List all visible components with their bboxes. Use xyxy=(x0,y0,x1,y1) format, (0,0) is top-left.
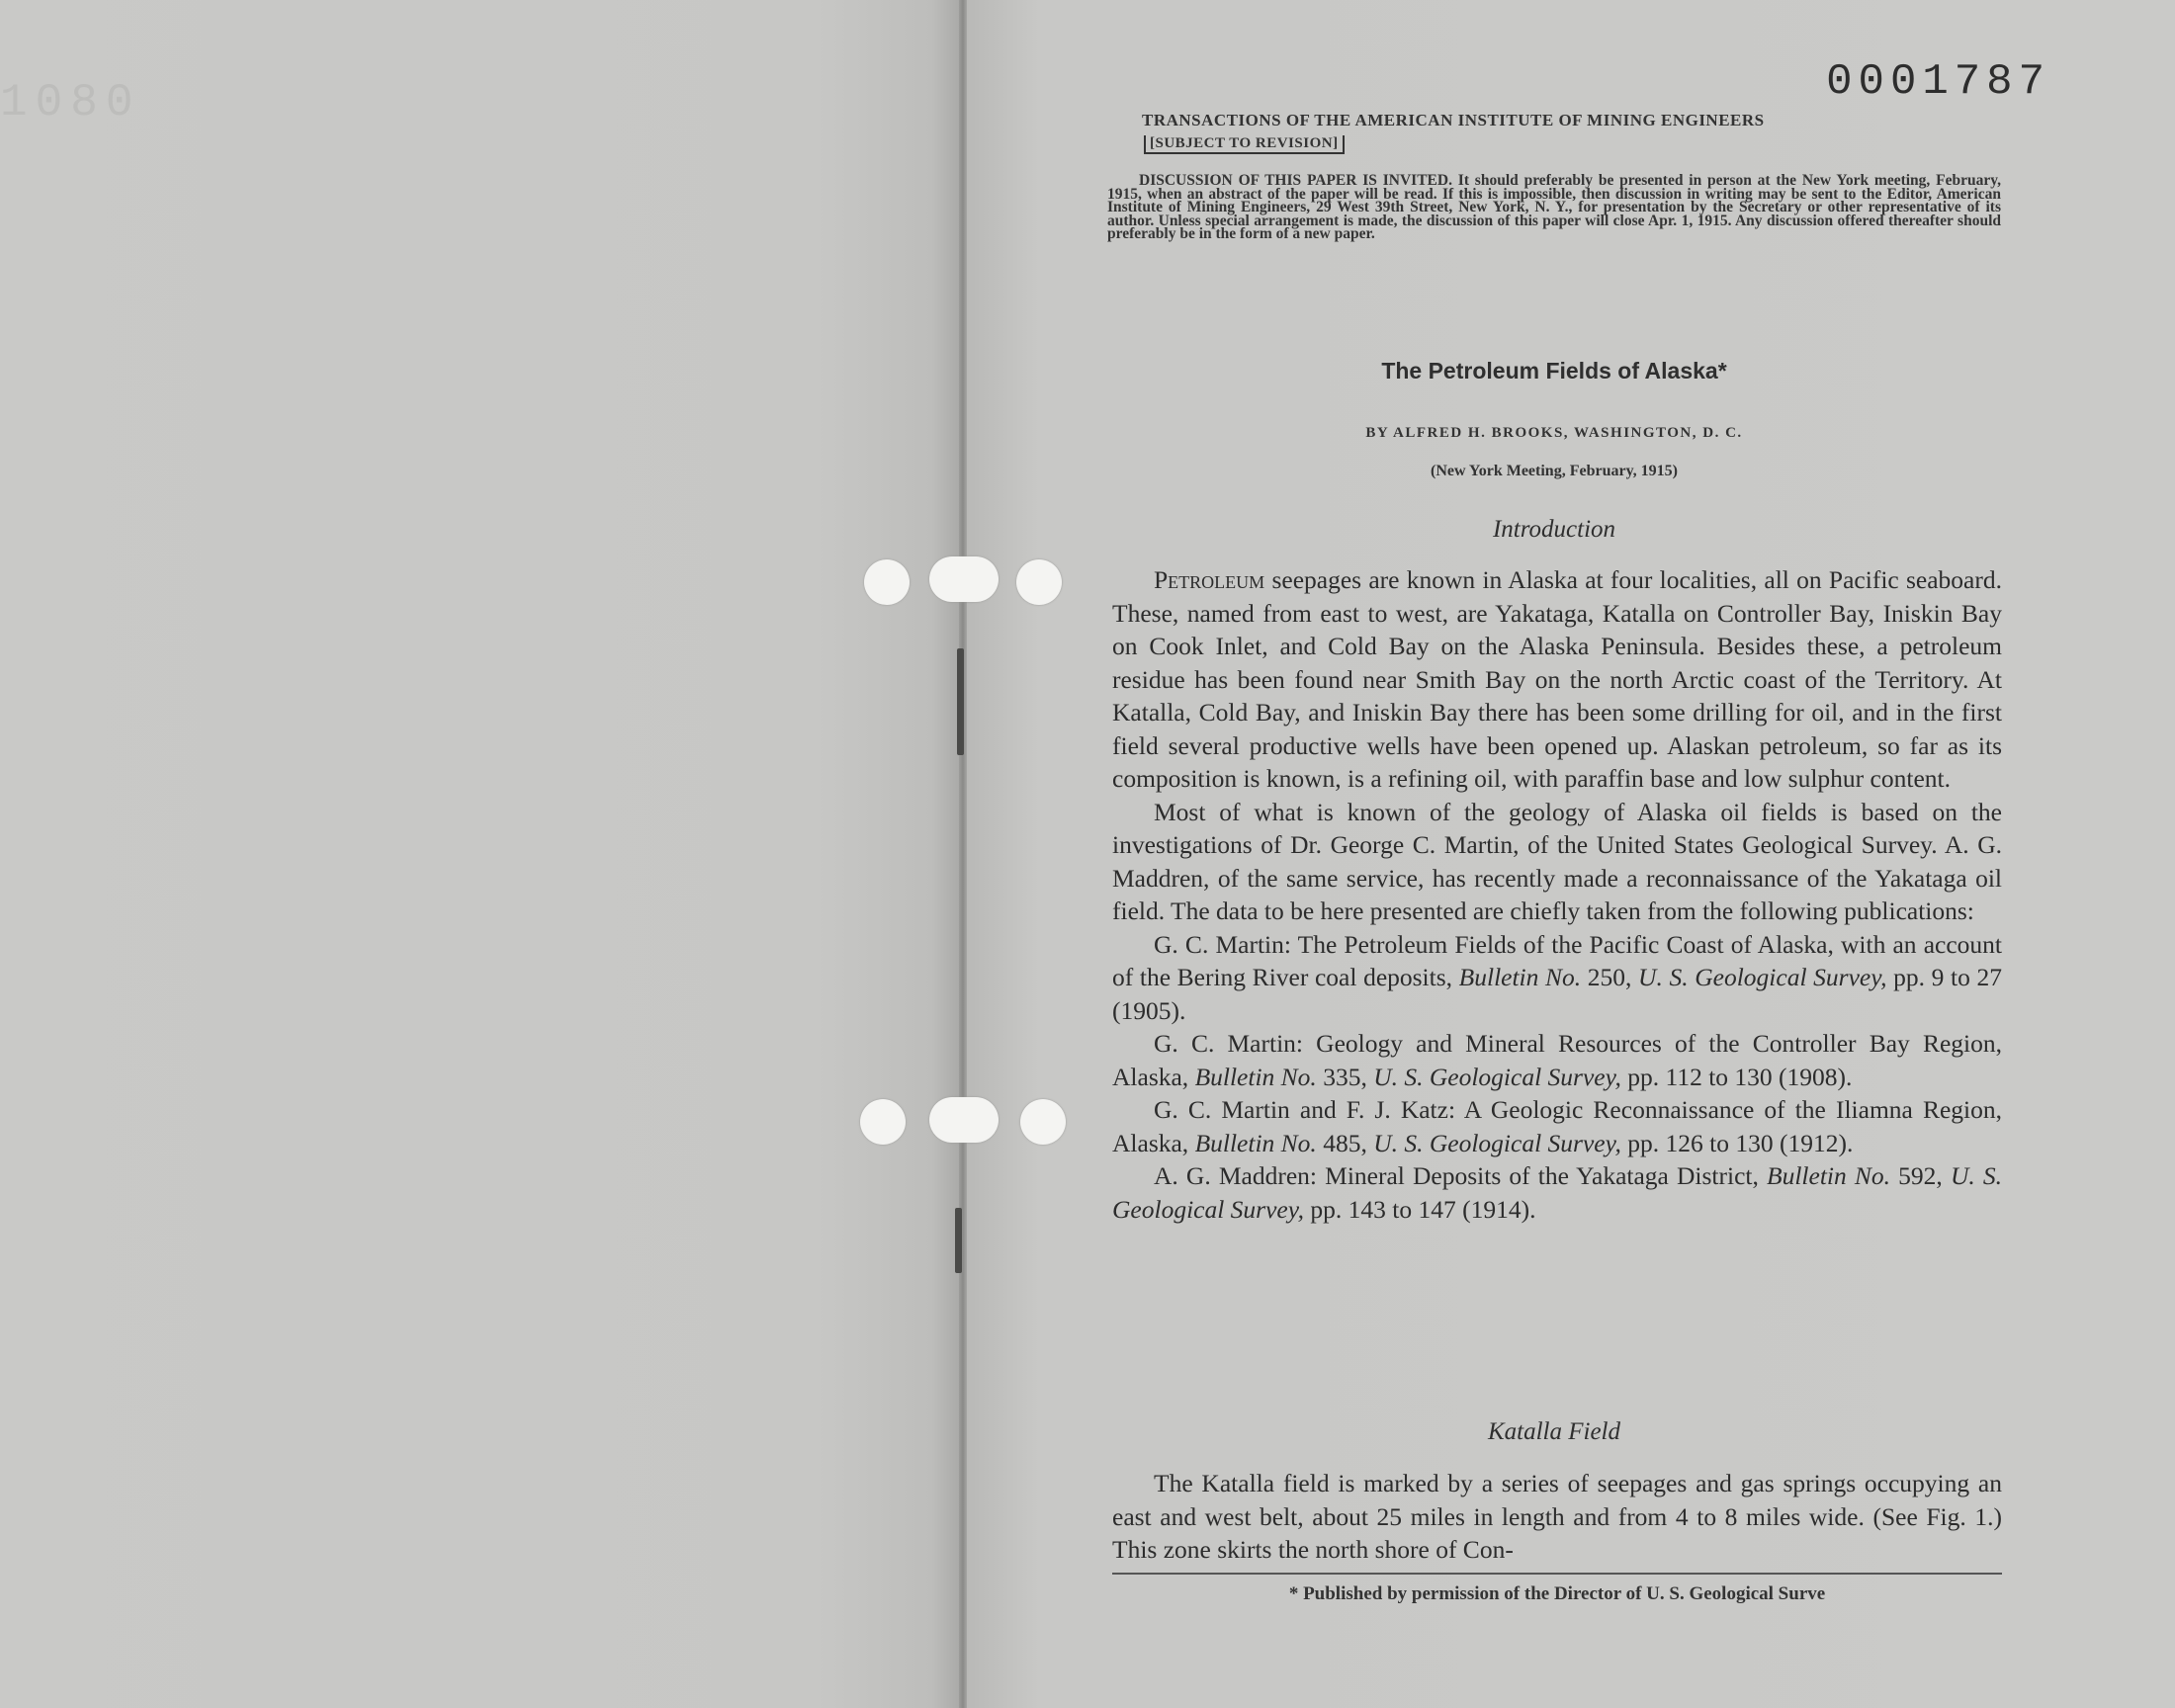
punch-hole xyxy=(860,1099,906,1145)
reference-item xyxy=(1112,1093,2002,1159)
punch-hole xyxy=(864,559,910,605)
introduction-body xyxy=(1112,563,2002,1226)
reference-text: G. C. Martin: Geology and Mineral Resources of the Controller Bay Region, Alaska, xyxy=(1112,1029,2002,1091)
reference-survey: U. S. Geological Survey, xyxy=(1373,1062,1621,1091)
discussion-notice xyxy=(1107,174,2001,241)
reference-bulletin: Bulletin No. xyxy=(1194,1128,1317,1157)
reference-pages: pp. 143 to 147 (1914). xyxy=(1304,1194,1536,1224)
reference-survey: U. S. Geological Survey, xyxy=(1638,963,1887,991)
reference-number: 335, xyxy=(1316,1062,1374,1091)
staple xyxy=(957,648,964,755)
journal-header: TRANSACTIONS OF THE AMERICAN INSTITUTE OF MINING ENGINEERS xyxy=(1142,111,1765,129)
reference-number: 592, xyxy=(1890,1161,1951,1190)
revision-note: [SUBJECT TO REVISION] xyxy=(1144,135,1345,154)
footnote: * Published by permission of the Director of U. S. Geological Surve xyxy=(1288,1583,1826,1604)
meeting-note: (New York Meeting, February, 1915) xyxy=(1430,463,1679,479)
reference-pages: pp. 9 to 27 (1905). xyxy=(1112,963,2002,1025)
discussion-text: It should preferably be presented in person at the New York meeting, February, 1915, when an abstract of the paper will be read. If this is impossible, then discussion in writing may be sent to the Editor, American Institute of Mining Engineers, 29 West 39th Street, New York, N. Y., for presentation by the Secretary or other representative of its author. Unless special arrangement is made, the discussion of this paper will close Apr. 1, 1915. Any discussion offered thereafter should preferably be in the form of a new paper. xyxy=(1107,172,2001,242)
reference-number: 250, xyxy=(1581,963,1639,991)
article-byline: BY ALFRED H. BROOKS, WASHINGTON, D. C. xyxy=(1365,425,1743,441)
discussion-lead: DISCUSSION OF THIS PAPER IS INVITED. xyxy=(1139,172,1452,189)
paragraph-text: seepages are known in Alaska at four localities, all on Pacific seaboard. These, named from east to west, are Yakataga, Katalla on Controller Bay, Iniskin Bay on Cook Inlet, and Cold Bay on the Alaska Peninsula. Besides these, a petroleum residue has been found near Smith Bay on the north Arctic coast of the Territory. At Katalla, Cold Bay, and Iniskin Bay there has been some drilling for oil, and in the first field several productive wells have been opened up. Alaskan petroleum, so far as its composition is known, is a refining oil, with paraffin base and low sulphur content. xyxy=(1112,565,2002,793)
staple xyxy=(955,1208,962,1273)
paragraph xyxy=(1112,563,2002,796)
katalla-body xyxy=(1112,1467,2002,1567)
punch-hole xyxy=(929,556,999,602)
reference-pages: pp. 112 to 130 (1908). xyxy=(1620,1062,1853,1091)
reference-bulletin: Bulletin No. xyxy=(1458,963,1582,991)
punch-hole xyxy=(929,1097,999,1143)
punch-hole xyxy=(1020,1099,1066,1145)
reference-text: A. G. Maddren: Mineral Deposits of the Yakataga District, xyxy=(1154,1161,1768,1190)
article-title: The Petroleum Fields of Alaska* xyxy=(1381,358,1727,384)
book-gutter xyxy=(959,0,967,1708)
reference-survey: U. S. Geological Survey, xyxy=(1373,1128,1621,1157)
reference-pages: pp. 126 to 130 (1912). xyxy=(1620,1128,1854,1157)
reference-survey: U. S. Geological Survey, xyxy=(1112,1161,2003,1224)
paragraph: The Katalla field is marked by a series of seepages and gas springs occupying an east and west belt, about 25 miles in length and from 4 to 8 miles wide. (See Fig. 1.) This zone skirts the north shore of Con- xyxy=(1112,1469,2002,1564)
paragraph: Most of what is known of the geology of Alaska oil fields is based on the investigations of Dr. George C. Martin, of the United States Geological Survey. A. G. Maddren, of the same service, has recently made a reconnaissance of the Yakataga oil field. The data to be here presented are chiefly taken from the following publications: xyxy=(1112,797,2002,925)
reference-bulletin: Bulletin No. xyxy=(1767,1161,1891,1190)
reference-bulletin: Bulletin No. xyxy=(1194,1062,1317,1091)
section-heading-katalla: Katalla Field xyxy=(1487,1418,1621,1445)
reference-number: 485, xyxy=(1316,1128,1374,1157)
stamp-number: 0001787 xyxy=(1826,57,2050,107)
footnote-rule xyxy=(1112,1573,2002,1575)
drop-lead-word: Petroleum xyxy=(1154,565,1265,594)
reference-item xyxy=(1112,928,2002,1028)
left-page xyxy=(0,0,961,1708)
reference-text: G. C. Martin: The Petroleum Fields of the Pacific Coast of Alaska, with an account of the Bering River coal deposits, xyxy=(1112,929,2002,991)
reference-item xyxy=(1112,1159,2002,1226)
ghost-page-number: 1080 xyxy=(0,77,141,128)
reference-item xyxy=(1112,1027,2002,1093)
punch-hole xyxy=(1016,559,1062,605)
section-heading-introduction: Introduction xyxy=(1492,516,1616,543)
reference-text: G. C. Martin and F. J. Katz: A Geologic Reconnaissance of the Iliamna Region, Alaska, xyxy=(1112,1095,2002,1157)
